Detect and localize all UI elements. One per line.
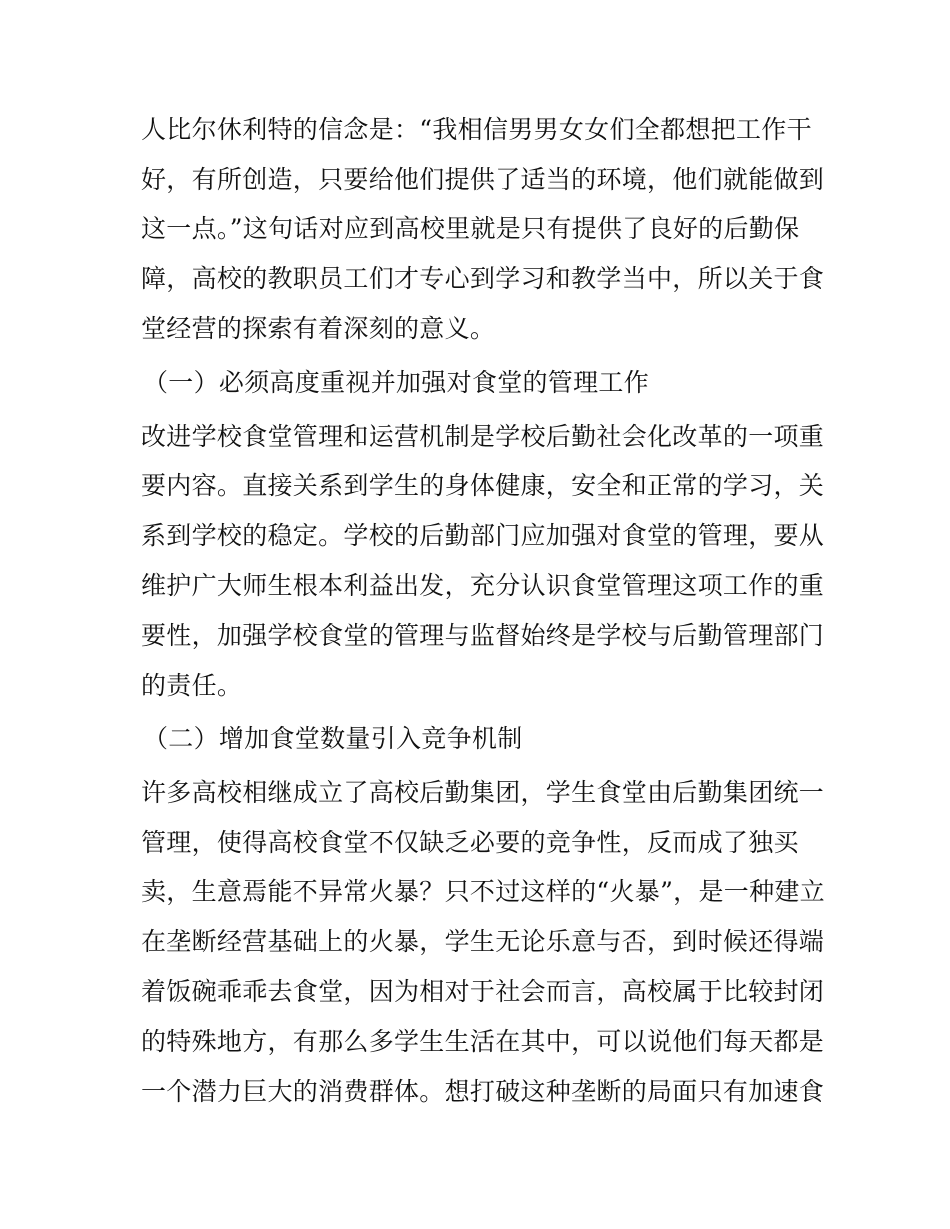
paragraph-line: 系到学校的稳定。学校的后勤部门应加强对食堂的管理，要从 — [141, 521, 825, 550]
paragraph-line: 人比尔休利特的信念是：“我相信男男女女们全都想把工作干 — [141, 115, 812, 144]
section-heading-one: （一）必须高度重视并加强对食堂的管理工作 — [143, 368, 650, 397]
paragraph-line: 的特殊地方，有那么多学生生活在其中，可以说他们每天都是 — [141, 1027, 825, 1056]
paragraph-line: 卖，生意焉能不异常火暴？只不过这样的“火暴”，是一种建立 — [141, 877, 825, 906]
paragraph-line: 堂经营的探索有着深刻的意义。 — [141, 314, 496, 343]
paragraph-line: 着饭碗乖乖去食堂，因为相对于社会而言，高校属于比较封闭 — [141, 977, 825, 1006]
paragraph-line: 在垄断经营基础上的火暴，学生无论乐意与否，到时候还得端 — [141, 927, 825, 956]
section-heading-two: （二）增加食堂数量引入竞争机制 — [143, 724, 523, 753]
paragraph-line: 障，高校的教职员工们才专心到学习和教学当中，所以关于食 — [141, 264, 825, 293]
paragraph-line: 改进学校食堂管理和运营机制是学校后勤社会化改革的一项重 — [141, 422, 825, 451]
paragraph-line: 许多高校相继成立了高校后勤集团，学生食堂由后勤集团统一 — [141, 778, 825, 807]
paragraph-line: 好，有所创造，只要给他们提供了适当的环境，他们就能做到 — [141, 165, 825, 194]
paragraph-line: 的责任。 — [141, 671, 243, 700]
paragraph-line: 一个潜力巨大的消费群体。想打破这种垄断的局面只有加速食 — [141, 1077, 825, 1106]
paragraph-line: 这一点。”这句话对应到高校里就是只有提供了良好的后勤保 — [141, 214, 800, 243]
paragraph-line: 要内容。直接关系到学生的身体健康，安全和正常的学习，关 — [141, 471, 825, 500]
paragraph-line: 维护广大师生根本利益出发，充分认识食堂管理这项工作的重 — [141, 571, 825, 600]
paragraph-line: 管理，使得高校食堂不仅缺乏必要的竞争性，反而成了独买 — [141, 828, 799, 857]
paragraph-line: 要性，加强学校食堂的管理与监督始终是学校与后勤管理部门 — [141, 621, 825, 650]
